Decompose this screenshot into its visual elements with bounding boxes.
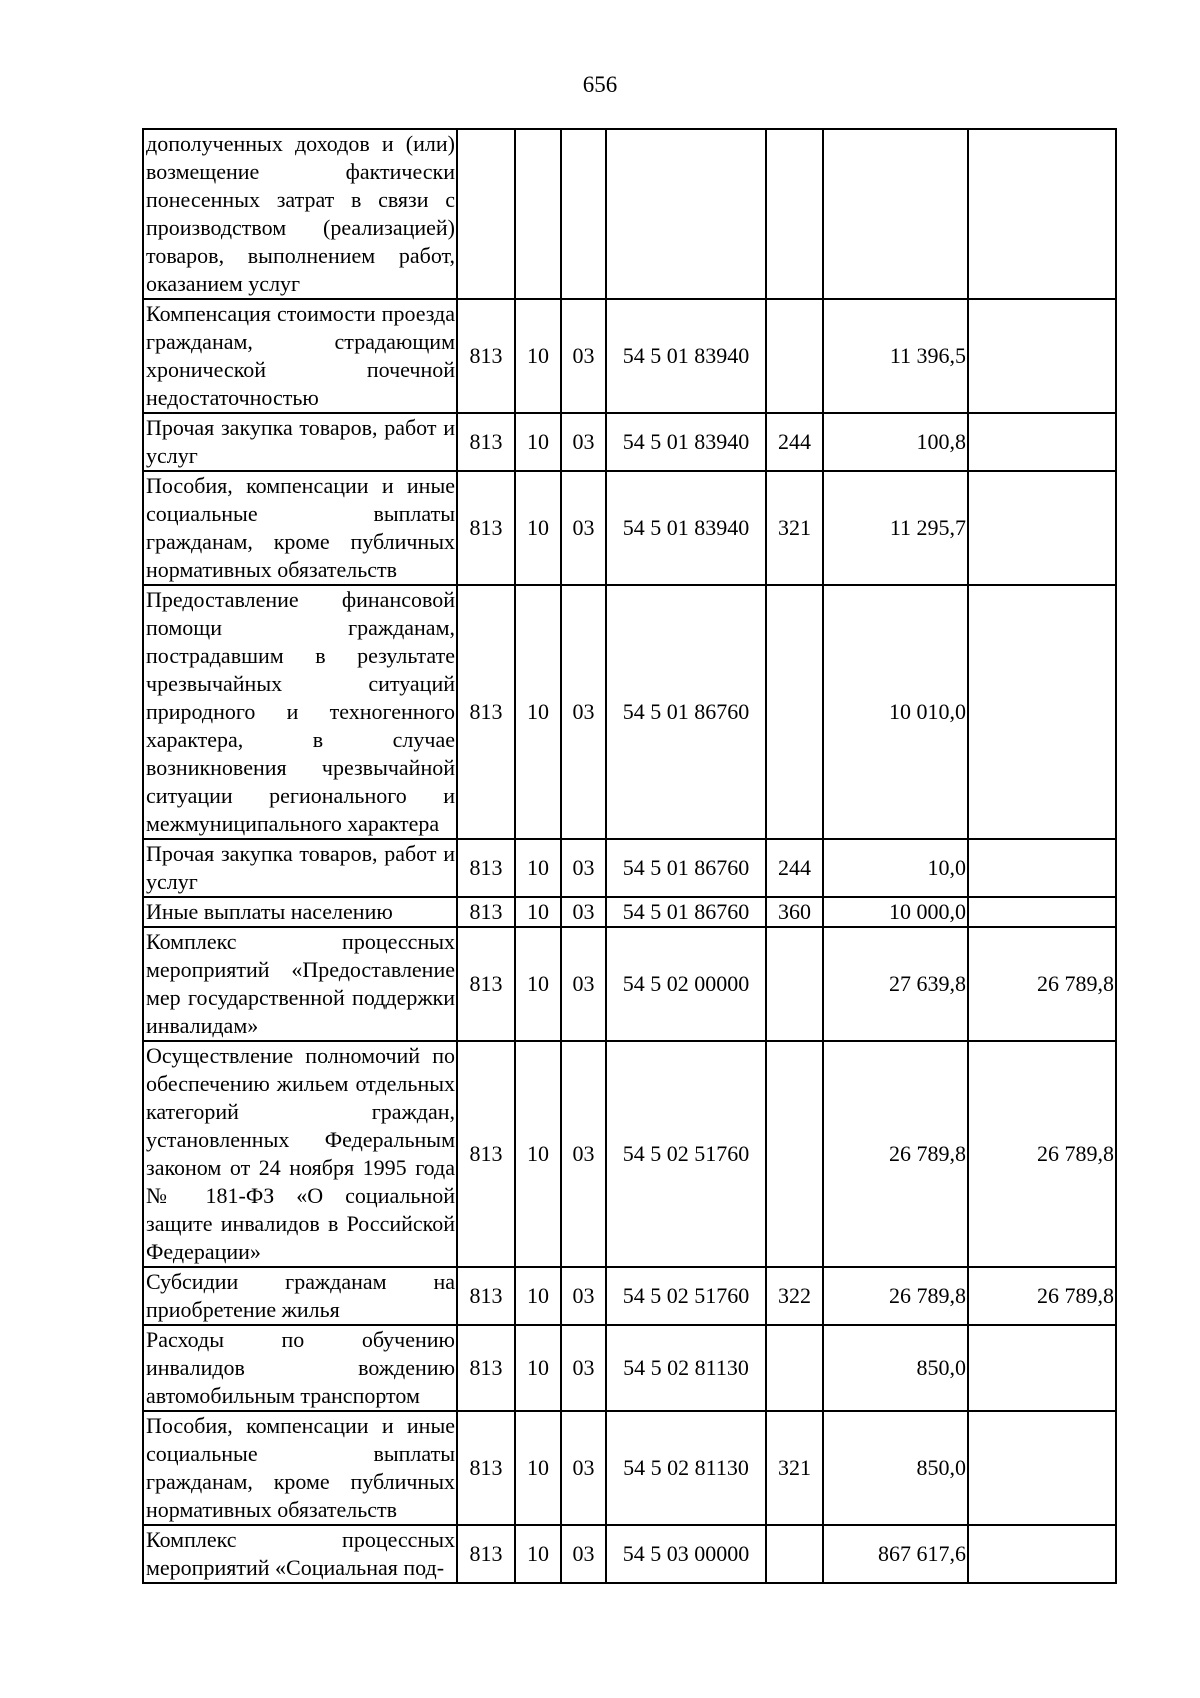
- amount-1: 850,0: [823, 1411, 968, 1525]
- row-description: дополученных доходов и (или) возмещение фактически понесенных затрат в связи с производством (реализацией) товаров, выполнением работ, оказанием услуг: [143, 129, 457, 299]
- target-article-code: 54 5 02 51760: [606, 1041, 766, 1267]
- table-row: [143, 927, 1116, 1041]
- amount-1: 26 789,8: [823, 1041, 968, 1267]
- row-description: Предоставление финансовой помощи гражданам, пострадавшим в результате чрезвычайных ситуаций природного и техногенного характера, в случае возникновения чрезвычайной ситуации регионального и межмуниципального характера: [143, 585, 457, 839]
- row-description: Осуществление полномочий по обеспечению жильем отдельных категорий граждан, установленных Федеральным законом от 24 ноября 1995 года № 181-ФЗ «О социальной защите инвалидов в Российской Федерации»: [143, 1041, 457, 1267]
- expense-type-code: 321: [766, 471, 823, 585]
- table-row: [143, 1411, 1116, 1525]
- ministry-code: 813: [457, 1041, 515, 1267]
- amount-2: [968, 299, 1116, 413]
- ministry-code: 813: [457, 839, 515, 897]
- expense-type-code: [766, 1525, 823, 1583]
- subsection-code: 03: [561, 1411, 606, 1525]
- amount-2: [968, 413, 1116, 471]
- subsection-code: 03: [561, 471, 606, 585]
- target-article-code: [606, 129, 766, 299]
- section-code: 10: [515, 1267, 561, 1325]
- target-article-code: 54 5 01 86760: [606, 839, 766, 897]
- row-description: Расходы по обучению инвалидов вождению автомобильным транспортом: [143, 1325, 457, 1411]
- target-article-code: 54 5 03 00000: [606, 1525, 766, 1583]
- target-article-code: 54 5 02 00000: [606, 927, 766, 1041]
- amount-2: [968, 897, 1116, 927]
- ministry-code: 813: [457, 299, 515, 413]
- expense-type-code: 360: [766, 897, 823, 927]
- row-description: Комплекс процессных мероприятий «Предоставление мер государственной поддержки инвалидам»: [143, 927, 457, 1041]
- target-article-code: 54 5 01 83940: [606, 471, 766, 585]
- ministry-code: 813: [457, 1525, 515, 1583]
- amount-1: 10 000,0: [823, 897, 968, 927]
- target-article-code: 54 5 01 86760: [606, 585, 766, 839]
- section-code: 10: [515, 299, 561, 413]
- amount-2: 26 789,8: [968, 927, 1116, 1041]
- amount-2: [968, 585, 1116, 839]
- subsection-code: 03: [561, 1325, 606, 1411]
- ministry-code: 813: [457, 585, 515, 839]
- amount-1: 11 295,7: [823, 471, 968, 585]
- table-row: [143, 1525, 1116, 1583]
- amount-2: 26 789,8: [968, 1267, 1116, 1325]
- table-row: [143, 299, 1116, 413]
- ministry-code: 813: [457, 1411, 515, 1525]
- amount-2: [968, 1525, 1116, 1583]
- table-row: [143, 1041, 1116, 1267]
- target-article-code: 54 5 01 83940: [606, 413, 766, 471]
- budget-table: [142, 128, 1117, 1584]
- subsection-code: 03: [561, 1041, 606, 1267]
- ministry-code: 813: [457, 897, 515, 927]
- amount-2: [968, 471, 1116, 585]
- expense-type-code: 321: [766, 1411, 823, 1525]
- section-code: 10: [515, 1411, 561, 1525]
- target-article-code: 54 5 01 83940: [606, 299, 766, 413]
- table-row: [143, 839, 1116, 897]
- table-row: [143, 129, 1116, 299]
- section-code: 10: [515, 413, 561, 471]
- row-description: Субсидии гражданам на приобретение жилья: [143, 1267, 457, 1325]
- ministry-code: 813: [457, 1325, 515, 1411]
- subsection-code: 03: [561, 413, 606, 471]
- table-row: [143, 1267, 1116, 1325]
- row-description: Комплекс процессных мероприятий «Социальная под-: [143, 1525, 457, 1583]
- amount-2: 26 789,8: [968, 1041, 1116, 1267]
- row-description: Иные выплаты населению: [143, 897, 457, 927]
- amount-1: [823, 129, 968, 299]
- amount-1: 10 010,0: [823, 585, 968, 839]
- expense-type-code: 244: [766, 413, 823, 471]
- section-code: [515, 129, 561, 299]
- expense-type-code: 244: [766, 839, 823, 897]
- target-article-code: 54 5 01 86760: [606, 897, 766, 927]
- ministry-code: 813: [457, 1267, 515, 1325]
- section-code: 10: [515, 839, 561, 897]
- subsection-code: 03: [561, 585, 606, 839]
- ministry-code: 813: [457, 471, 515, 585]
- ministry-code: 813: [457, 927, 515, 1041]
- ministry-code: [457, 129, 515, 299]
- amount-1: 10,0: [823, 839, 968, 897]
- subsection-code: 03: [561, 1267, 606, 1325]
- table-row: [143, 413, 1116, 471]
- section-code: 10: [515, 1525, 561, 1583]
- expense-type-code: [766, 927, 823, 1041]
- section-code: 10: [515, 471, 561, 585]
- expense-type-code: [766, 1041, 823, 1267]
- amount-2: [968, 839, 1116, 897]
- target-article-code: 54 5 02 51760: [606, 1267, 766, 1325]
- table-row: [143, 897, 1116, 927]
- table-row: [143, 471, 1116, 585]
- amount-1: 11 396,5: [823, 299, 968, 413]
- target-article-code: 54 5 02 81130: [606, 1325, 766, 1411]
- section-code: 10: [515, 927, 561, 1041]
- expense-type-code: 322: [766, 1267, 823, 1325]
- budget-table-body: [143, 129, 1116, 1583]
- section-code: 10: [515, 585, 561, 839]
- subsection-code: 03: [561, 897, 606, 927]
- amount-1: 26 789,8: [823, 1267, 968, 1325]
- row-description: Пособия, компенсации и иные социальные выплаты гражданам, кроме публичных нормативных обязательств: [143, 1411, 457, 1525]
- page-number: 656: [582, 72, 618, 97]
- amount-2: [968, 129, 1116, 299]
- amount-2: [968, 1325, 1116, 1411]
- ministry-code: 813: [457, 413, 515, 471]
- amount-1: 100,8: [823, 413, 968, 471]
- expense-type-code: [766, 585, 823, 839]
- row-description: Прочая закупка товаров, работ и услуг: [143, 839, 457, 897]
- expense-type-code: [766, 129, 823, 299]
- amount-2: [968, 1411, 1116, 1525]
- subsection-code: 03: [561, 299, 606, 413]
- row-description: Пособия, компенсации и иные социальные выплаты гражданам, кроме публичных нормативных обязательств: [143, 471, 457, 585]
- target-article-code: 54 5 02 81130: [606, 1411, 766, 1525]
- section-code: 10: [515, 897, 561, 927]
- table-row: [143, 585, 1116, 839]
- subsection-code: 03: [561, 927, 606, 1041]
- section-code: 10: [515, 1325, 561, 1411]
- subsection-code: 03: [561, 1525, 606, 1583]
- amount-1: 27 639,8: [823, 927, 968, 1041]
- amount-1: 867 617,6: [823, 1525, 968, 1583]
- subsection-code: [561, 129, 606, 299]
- amount-1: 850,0: [823, 1325, 968, 1411]
- subsection-code: 03: [561, 839, 606, 897]
- table-row: [143, 1325, 1116, 1411]
- expense-type-code: [766, 299, 823, 413]
- section-code: 10: [515, 1041, 561, 1267]
- row-description: Компенсация стоимости проезда гражданам, страдающим хронической почечной недостаточностью: [143, 299, 457, 413]
- expense-type-code: [766, 1325, 823, 1411]
- row-description: Прочая закупка товаров, работ и услуг: [143, 413, 457, 471]
